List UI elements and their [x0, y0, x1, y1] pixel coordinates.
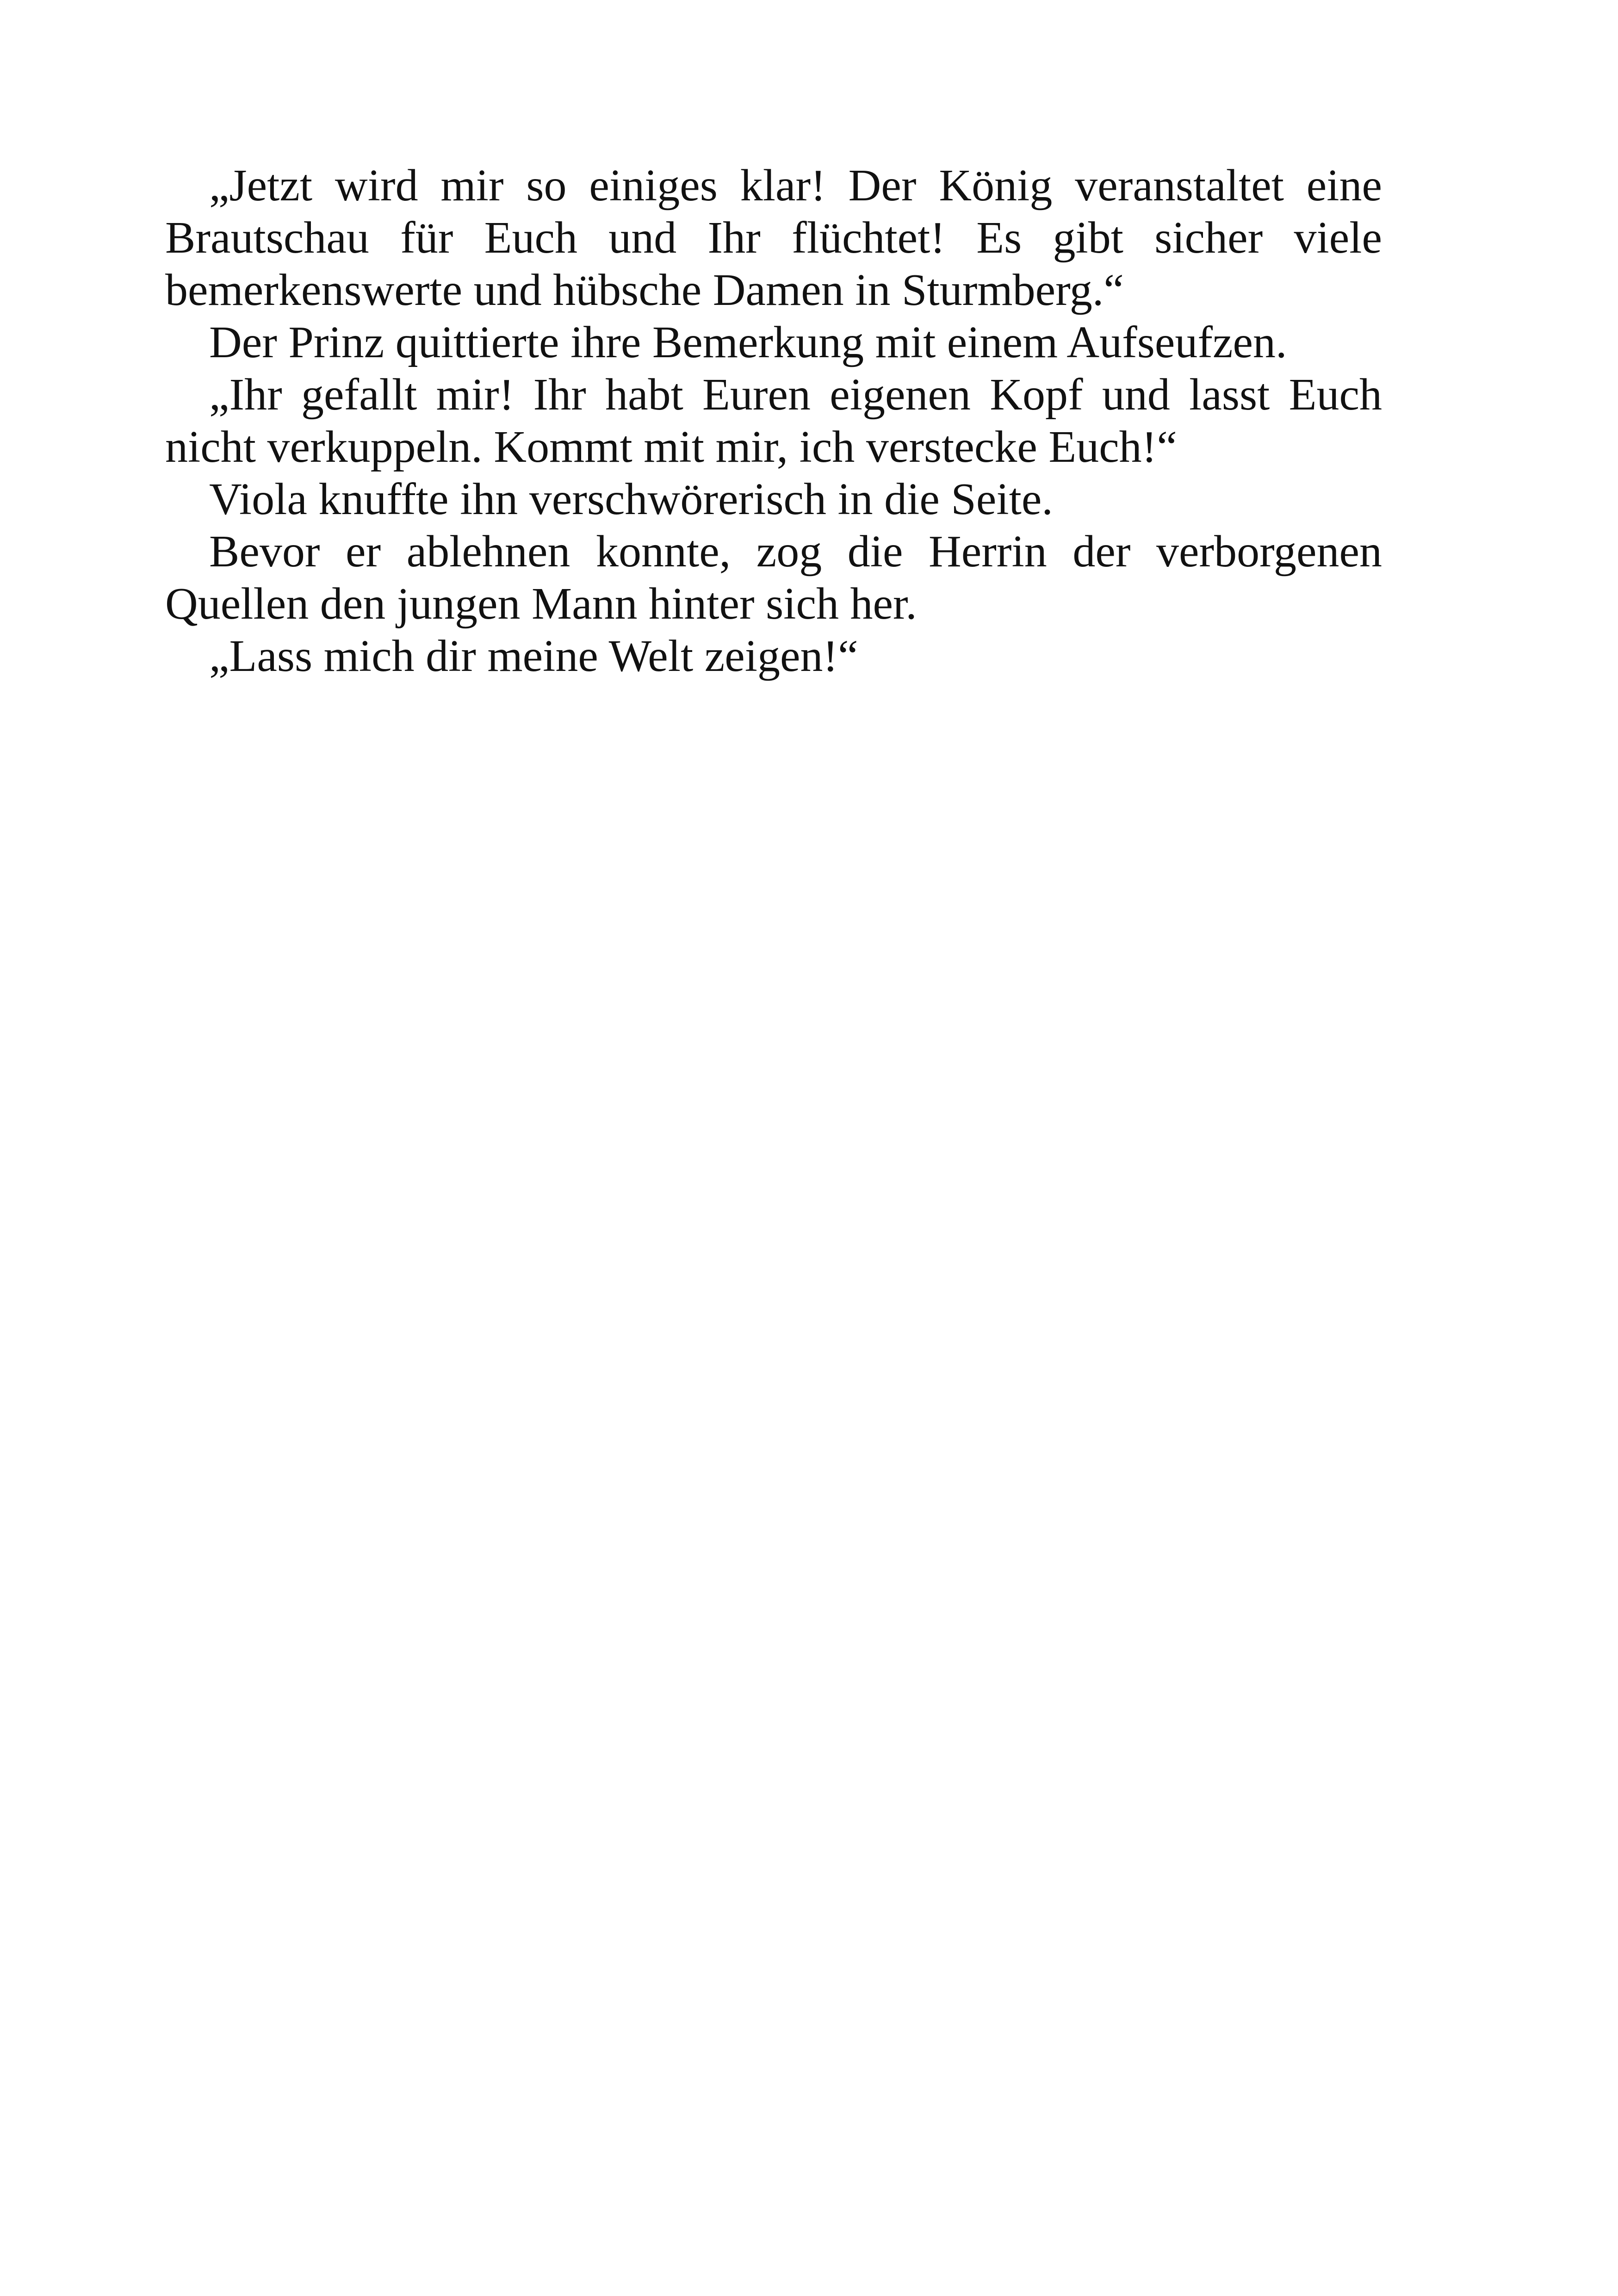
paragraph-3: „Ihr gefallt mir! Ihr habt Euren eigenen Kopf und lasst Euch nicht verkuppeln. Kommt mit mir, ich verstecke Euch!“	[165, 370, 1382, 472]
body-text	[165, 160, 1382, 683]
paragraph-5: Bevor er ablehnen konnte, zog die Herrin der verborgenen Quellen den jungen Mann hinter sich her.	[165, 527, 1382, 629]
paragraph-2: Der Prinz quittierte ihre Bemerkung mit einem Aufseufzen.	[209, 317, 1287, 367]
paragraph-1: „Jetzt wird mir so einiges klar! Der König veranstaltet eine Brautschau für Euch und Ihr flüchtet! Es gibt sicher viele bemerkenswerte und hübsche Damen in Sturmberg.“	[165, 161, 1382, 315]
paragraph-4: Viola knuffte ihn verschwörerisch in die Seite.	[209, 474, 1053, 524]
paragraph-6: „Lass mich dir meine Welt zeigen!“	[209, 631, 858, 681]
